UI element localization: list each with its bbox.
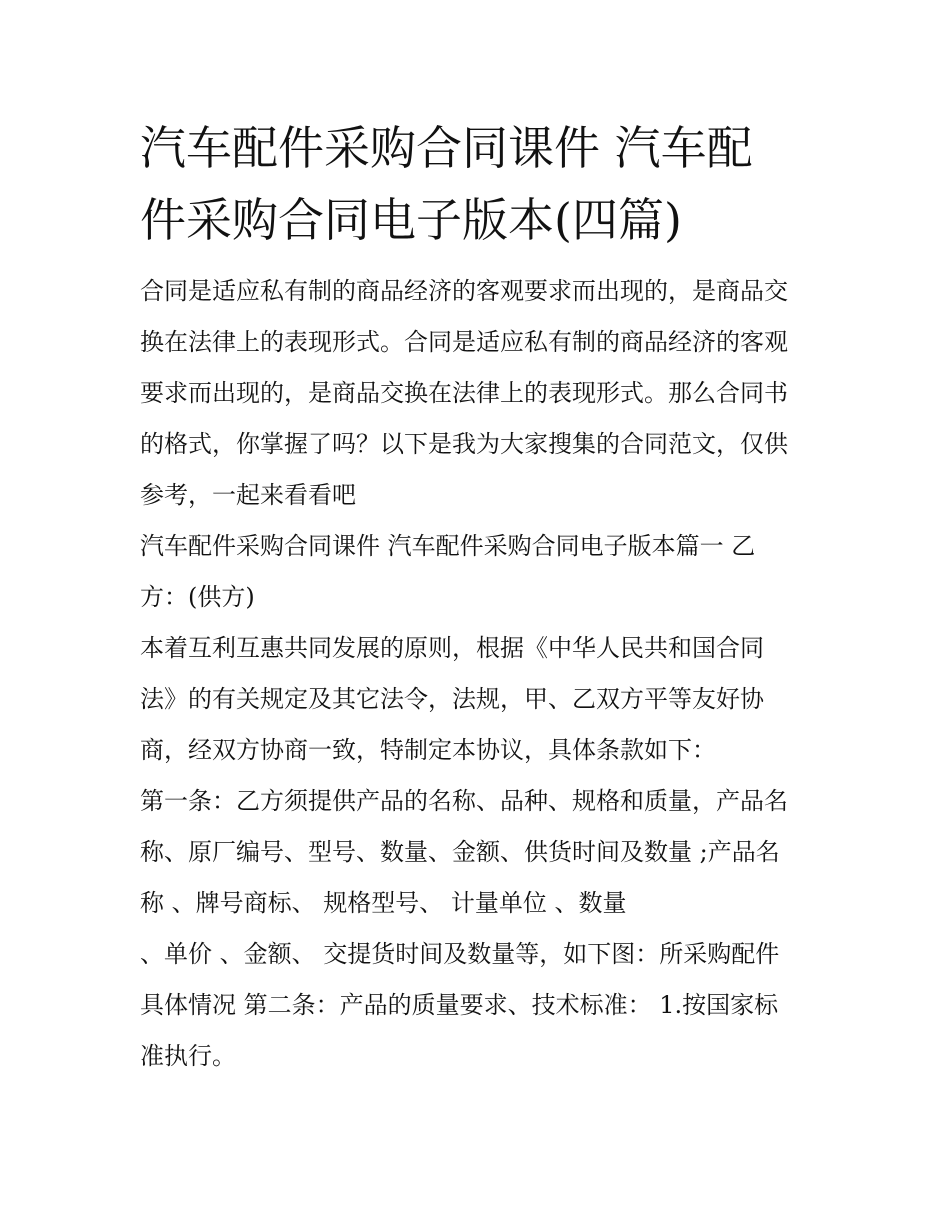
principle-paragraph [140,623,820,776]
document-page [140,112,820,1082]
text-line: 法》的有关规定及其它法令，法规，甲、乙双方平等友好协 [140,685,764,713]
text-line: 本着互利互惠共同发展的原则，根据《中华人民共和国合同 [140,634,764,662]
text-line: 具体情况 第二条：产品的质量要求、技术标准： 1.按国家标 [140,991,779,1019]
title-line: 汽车配件采购合同课件 汽车配 [140,121,753,175]
text-line: 称 、牌号商标、 规格型号、 计量单位 、数量 [140,889,627,917]
intro-paragraph [140,266,820,521]
text-line: 参考，一起来看看吧 [140,481,356,509]
clause-paragraph [140,776,820,1082]
text-line: 方：(供方) [140,583,255,611]
section-heading [140,521,820,623]
text-line: 准执行。 [140,1042,236,1070]
text-line: 称、原厂编号、型号、数量、金额、供货时间及数量 ;产品名 [140,838,780,866]
text-line: 第一条：乙方须提供产品的名称、品种、规格和质量，产品名 [140,787,788,815]
document-title [140,112,820,256]
text-line: 合同是适应私有制的商品经济的客观要求而出现的，是商品交 [140,277,788,305]
title-line: 件采购合同电子版本(四篇) [140,193,682,247]
text-line: 商，经双方协商一致，特制定本协议，具体条款如下： [140,736,716,764]
text-line: 的格式，你掌握了吗？以下是我为大家搜集的合同范文，仅供 [140,430,788,458]
text-line: 、单价 、金额、 交提货时间及数量等，如下图：所采购配件 [140,940,780,968]
text-line: 汽车配件采购合同课件 汽车配件采购合同电子版本篇一 乙 [140,532,756,560]
text-line: 要求而出现的，是商品交换在法律上的表现形式。那么合同书 [140,379,788,407]
text-line: 换在法律上的表现形式。合同是适应私有制的商品经济的客观 [140,328,788,356]
